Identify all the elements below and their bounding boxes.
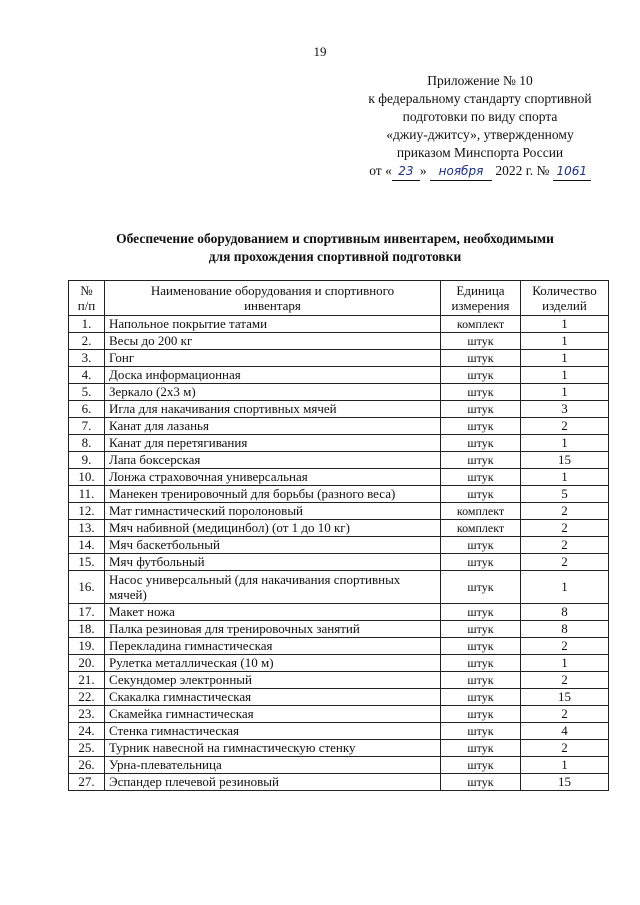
document-title: [60, 230, 610, 266]
row-qty: 2: [521, 554, 609, 571]
table-row: [69, 503, 609, 520]
row-name: Весы до 200 кг: [105, 333, 441, 350]
table-row: [69, 316, 609, 333]
row-name: Игла для накачивания спортивных мячей: [105, 401, 441, 418]
table-row: [69, 350, 609, 367]
date-year: 2022 г. №: [495, 163, 550, 178]
row-qty: 1: [521, 333, 609, 350]
row-name: Мяч футбольный: [105, 554, 441, 571]
title-line: Обеспечение оборудованием и спортивным инвентарем, необходимыми: [116, 231, 554, 246]
row-num: 23.: [69, 706, 105, 723]
table-row: [69, 723, 609, 740]
row-qty: 2: [521, 537, 609, 554]
row-unit: штук: [441, 672, 521, 689]
row-name: Лонжа страховочная универсальная: [105, 469, 441, 486]
handwritten-order-number: 1061: [553, 162, 591, 181]
header-name: Наименование оборудования и спортивного инвентаря: [105, 281, 441, 316]
row-name: Перекладина гимнастическая: [105, 638, 441, 655]
row-unit: штук: [441, 350, 521, 367]
table-row: [69, 469, 609, 486]
row-num: 24.: [69, 723, 105, 740]
row-num: 5.: [69, 384, 105, 401]
row-unit: штук: [441, 384, 521, 401]
row-qty: 2: [521, 418, 609, 435]
row-num: 15.: [69, 554, 105, 571]
row-name: Мат гимнастический поролоновый: [105, 503, 441, 520]
table-row: [69, 435, 609, 452]
row-num: 3.: [69, 350, 105, 367]
page-number: 19: [313, 44, 327, 59]
row-name: Лапа боксерская: [105, 452, 441, 469]
row-num: 13.: [69, 520, 105, 537]
row-unit: штук: [441, 740, 521, 757]
row-unit: штук: [441, 418, 521, 435]
row-name: Урна-плевательница: [105, 757, 441, 774]
table-row: [69, 367, 609, 384]
table-row: [69, 333, 609, 350]
row-qty: 1: [521, 469, 609, 486]
row-num: 1.: [69, 316, 105, 333]
row-qty: 1: [521, 655, 609, 672]
appendix-line: «джиу-джитсу», утвержденному: [386, 127, 574, 142]
row-num: 11.: [69, 486, 105, 503]
table-row: [69, 520, 609, 537]
row-num: 4.: [69, 367, 105, 384]
row-name: Стенка гимнастическая: [105, 723, 441, 740]
table-row: [69, 486, 609, 503]
row-name: Мяч баскетбольный: [105, 537, 441, 554]
row-unit: комплект: [441, 316, 521, 333]
row-name: Турник навесной на гимнастическую стенку: [105, 740, 441, 757]
table-header-row: [69, 281, 609, 316]
row-qty: 2: [521, 638, 609, 655]
row-unit: штук: [441, 706, 521, 723]
header-unit: Единица измерения: [441, 281, 521, 316]
row-unit: штук: [441, 367, 521, 384]
table-row: [69, 537, 609, 554]
table-row: [69, 638, 609, 655]
row-num: 10.: [69, 469, 105, 486]
row-unit: штук: [441, 486, 521, 503]
row-unit: комплект: [441, 520, 521, 537]
row-unit: штук: [441, 604, 521, 621]
row-qty: 1: [521, 350, 609, 367]
row-unit: штук: [441, 554, 521, 571]
row-qty: 2: [521, 706, 609, 723]
row-name: Доска информационная: [105, 367, 441, 384]
row-name: Скамейка гимнастическая: [105, 706, 441, 723]
table-row: [69, 604, 609, 621]
row-unit: штук: [441, 723, 521, 740]
row-name: Секундомер электронный: [105, 672, 441, 689]
row-num: 6.: [69, 401, 105, 418]
handwritten-month: ноября: [430, 162, 492, 181]
row-unit: комплект: [441, 503, 521, 520]
row-unit: штук: [441, 571, 521, 604]
appendix-date-line: [330, 162, 630, 181]
table-row: [69, 621, 609, 638]
title-line: для прохождения спортивной подготовки: [208, 249, 462, 264]
row-qty: 4: [521, 723, 609, 740]
row-name: Гонг: [105, 350, 441, 367]
row-name: Манекен тренировочный для борьбы (разного веса): [105, 486, 441, 503]
row-num: 16.: [69, 571, 105, 604]
row-unit: штук: [441, 621, 521, 638]
row-num: 26.: [69, 757, 105, 774]
row-name: Скакалка гимнастическая: [105, 689, 441, 706]
table-row: [69, 384, 609, 401]
appendix-title: Приложение № 10: [427, 73, 533, 88]
row-name: Мяч набивной (медицинбол) (от 1 до 10 кг): [105, 520, 441, 537]
table-row: [69, 774, 609, 791]
row-num: 21.: [69, 672, 105, 689]
row-qty: 8: [521, 621, 609, 638]
row-unit: штук: [441, 774, 521, 791]
row-qty: 3: [521, 401, 609, 418]
table-row: [69, 452, 609, 469]
header-qty: Количество изделий: [521, 281, 609, 316]
row-qty: 1: [521, 757, 609, 774]
row-num: 25.: [69, 740, 105, 757]
equipment-table: [68, 280, 609, 791]
row-num: 18.: [69, 621, 105, 638]
row-name: Палка резиновая для тренировочных занятий: [105, 621, 441, 638]
row-unit: штук: [441, 655, 521, 672]
row-unit: штук: [441, 638, 521, 655]
appendix-line: подготовки по виду спорта: [402, 109, 558, 124]
row-name: Макет ножа: [105, 604, 441, 621]
row-qty: 15: [521, 452, 609, 469]
table-row: [69, 689, 609, 706]
row-num: 14.: [69, 537, 105, 554]
table-row: [69, 740, 609, 757]
row-unit: штук: [441, 333, 521, 350]
date-mid: »: [419, 163, 427, 178]
row-name: Эспандер плечевой резиновый: [105, 774, 441, 791]
table-row: [69, 757, 609, 774]
row-qty: 5: [521, 486, 609, 503]
row-num: 27.: [69, 774, 105, 791]
row-qty: 2: [521, 672, 609, 689]
appendix-header: [330, 72, 630, 181]
table-row: [69, 706, 609, 723]
row-qty: 2: [521, 503, 609, 520]
table-row: [69, 418, 609, 435]
table-row: [69, 655, 609, 672]
row-qty: 15: [521, 774, 609, 791]
row-name: Канат для лазанья: [105, 418, 441, 435]
appendix-line: приказом Минспорта России: [396, 145, 564, 160]
row-unit: штук: [441, 401, 521, 418]
row-name: Рулетка металлическая (10 м): [105, 655, 441, 672]
row-qty: 15: [521, 689, 609, 706]
row-qty: 2: [521, 520, 609, 537]
handwritten-day: 23: [392, 162, 420, 181]
row-unit: штук: [441, 435, 521, 452]
row-num: 19.: [69, 638, 105, 655]
row-qty: 1: [521, 384, 609, 401]
row-num: 8.: [69, 435, 105, 452]
row-unit: штук: [441, 452, 521, 469]
table-row: [69, 571, 609, 604]
row-num: 22.: [69, 689, 105, 706]
row-num: 17.: [69, 604, 105, 621]
row-qty: 1: [521, 316, 609, 333]
appendix-line: к федеральному стандарту спортивной: [368, 91, 592, 106]
row-qty: 1: [521, 571, 609, 604]
row-unit: штук: [441, 689, 521, 706]
row-name: Насос универсальный (для накачивания спортивных мячей): [105, 571, 441, 604]
row-num: 2.: [69, 333, 105, 350]
row-num: 12.: [69, 503, 105, 520]
row-unit: штук: [441, 537, 521, 554]
row-name: Канат для перетягивания: [105, 435, 441, 452]
header-num: № п/п: [69, 281, 105, 316]
row-unit: штук: [441, 757, 521, 774]
row-name: Зеркало (2х3 м): [105, 384, 441, 401]
row-name: Напольное покрытие татами: [105, 316, 441, 333]
row-qty: 8: [521, 604, 609, 621]
row-qty: 2: [521, 740, 609, 757]
table-row: [69, 401, 609, 418]
row-num: 7.: [69, 418, 105, 435]
row-qty: 1: [521, 435, 609, 452]
row-unit: штук: [441, 469, 521, 486]
date-prefix: от «: [369, 163, 392, 178]
table-row: [69, 672, 609, 689]
table-row: [69, 554, 609, 571]
row-num: 9.: [69, 452, 105, 469]
row-qty: 1: [521, 367, 609, 384]
row-num: 20.: [69, 655, 105, 672]
